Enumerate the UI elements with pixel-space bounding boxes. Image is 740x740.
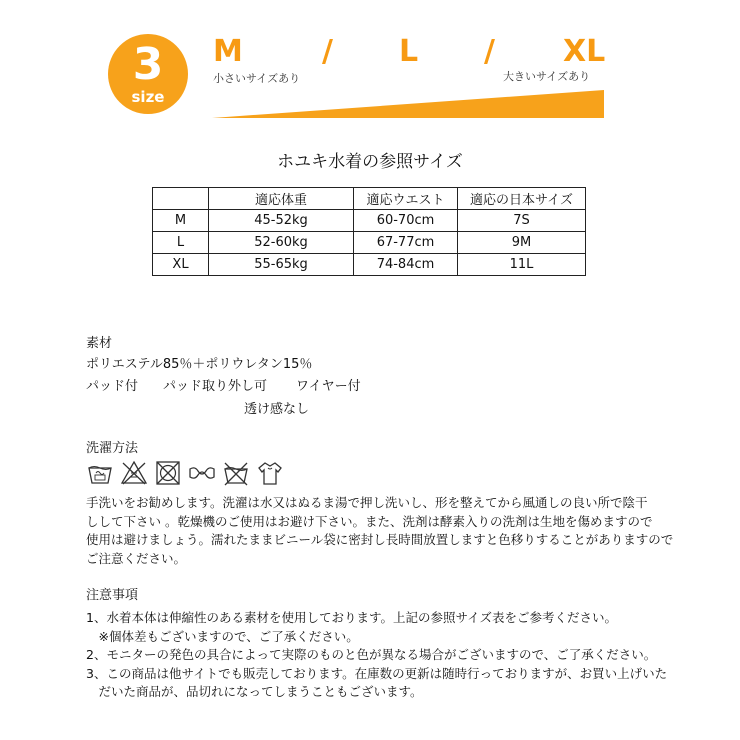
size-slash-1: / [322, 34, 333, 69]
table-cell: L [153, 232, 209, 254]
table-header-cell: 適応ウエスト [354, 188, 458, 210]
table-header-cell: 適応の日本サイズ [458, 188, 586, 210]
size-scale-wedge [212, 90, 604, 118]
washing-line: 手洗いをお勧めします。洗濯は水又はぬるま湯で押し洗いし、形を整えてから風通しの良い所で陰干 [86, 495, 648, 510]
table-cell: 55-65kg [209, 254, 354, 276]
care-icons [86, 459, 284, 487]
washing-line: ご注意ください。 [86, 550, 187, 566]
note-line: 1、水着本体は伸縮性のある素材を使用しております。上記の参照サイズ表をご参考ください。 [86, 610, 617, 625]
table-cell: 9M [458, 232, 586, 254]
washing-line: 使用は避けましょう。濡れたままビニール袋に密封し長時間放置しますと色移りすることがありますので [86, 532, 674, 547]
washing-heading: 洗濯方法 [86, 441, 139, 456]
feature-wire: ワイヤー付 [296, 379, 361, 394]
table-header-row [153, 188, 586, 210]
table-row [153, 254, 586, 276]
feature-removable-pad: パッド取り外し可 [163, 379, 268, 394]
table-row [153, 232, 586, 254]
small-size-note: 小さいサイズあり [213, 72, 301, 85]
table-cell: 67-77cm [354, 232, 458, 254]
size-table [152, 187, 586, 276]
table-cell: 74-84cm [354, 254, 458, 276]
size-m: M [213, 34, 243, 69]
no-tumble-dry-icon [154, 459, 182, 487]
wring-gently-icon [188, 459, 216, 487]
hang-dry-icon [256, 459, 284, 487]
size-slash-2: / [484, 34, 495, 69]
table-header-cell: 適応体重 [209, 188, 354, 210]
badge-number: 3 [132, 39, 164, 90]
table-cell: 45-52kg [209, 210, 354, 232]
material-composition: ポリエステル85％＋ポリウレタン15％ [86, 357, 313, 372]
notes-heading: 注意事項 [86, 588, 139, 603]
material-heading: 素材 [86, 336, 113, 351]
size-l: L [399, 34, 419, 69]
hand-wash-icon [86, 459, 114, 487]
table-header-cell [153, 188, 209, 210]
large-size-note: 大きいサイズあり [503, 70, 591, 83]
size-xl: XL [563, 34, 606, 69]
washing-instructions [86, 494, 686, 568]
table-cell: 7S [458, 210, 586, 232]
note-line: 3、この商品は他サイトでも販売しております。在庫数の更新は随時行っておりますが、お買い上げいた [86, 665, 668, 681]
size-count-badge [108, 34, 188, 114]
table-cell: 11L [458, 254, 586, 276]
notes-list [86, 609, 706, 702]
feature-not-see-through: 透け感なし [244, 402, 310, 417]
size-table-title: ホユキ水着の参照サイズ [277, 152, 463, 172]
no-dry-clean-icon [222, 459, 250, 487]
note-line: だいた商品が、品切れになってしまうこともございます。 [86, 684, 423, 699]
note-line: 2、モニターの発色の具合によって実際のものと色が異なる場合がございますので、ご了承ください。 [86, 647, 657, 662]
washing-line: しして下さい 。乾燥機のご使用はお避け下さい。また、洗剤は酵素入りの洗剤は生地を傷めますので [86, 513, 653, 529]
table-cell: M [153, 210, 209, 232]
table-row [153, 210, 586, 232]
badge-word: size [131, 88, 165, 106]
table-cell: 60-70cm [354, 210, 458, 232]
table-cell: XL [153, 254, 209, 276]
note-line: ※個体差もございますので、ご了承ください。 [86, 628, 359, 644]
feature-pad: パッド付 [86, 379, 139, 394]
table-cell: 52-60kg [209, 232, 354, 254]
no-bleach-icon [120, 459, 148, 487]
